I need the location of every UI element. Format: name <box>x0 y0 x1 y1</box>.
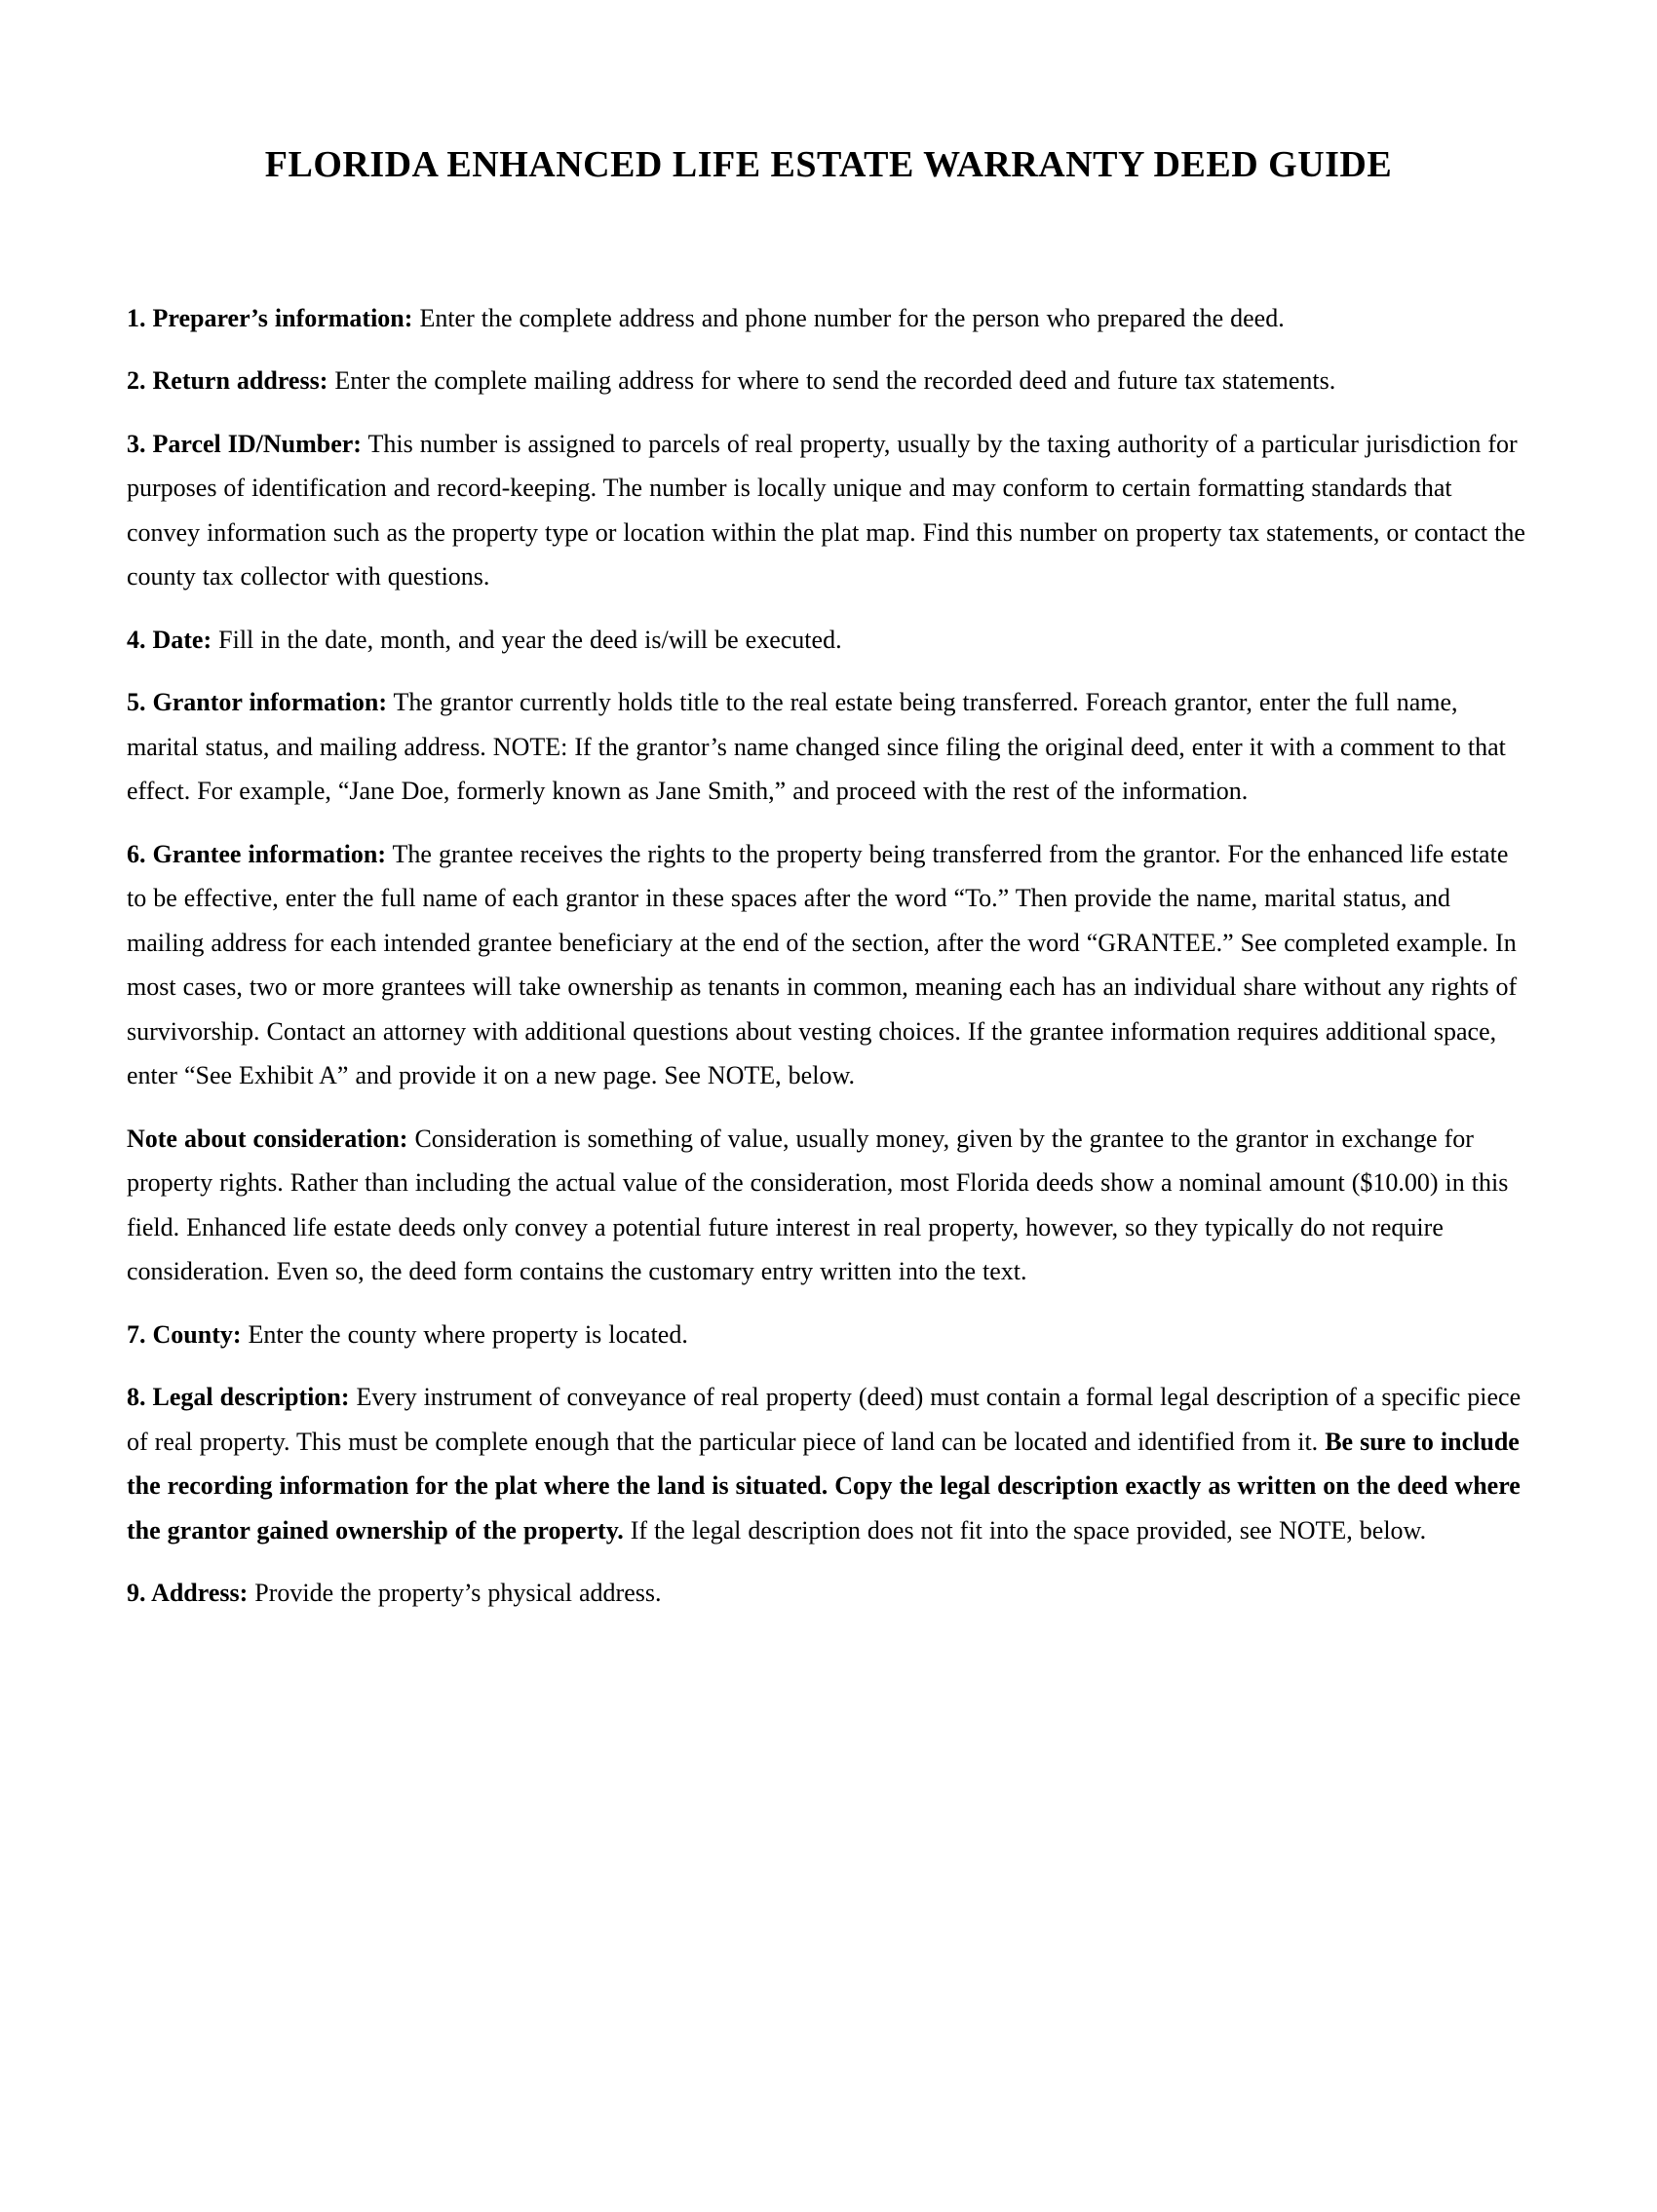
paragraph-text: The grantee receives the rights to the property being transferred from the grantor. For the enhanced life estate to be effective, enter the full name of each grantor in these spaces after the word “To.” Then provide the name, marital status, and mailing address for each intended grantee beneficiary at the end of the section, after the word “GRANTEE.” See completed example. In most cases, two or more grantees will take ownership as tenants in common, meaning each has an individual share without any rights of survivorship. Contact an attorney with additional questions about vesting choices. If the grantee information requires additional space, enter “See Exhibit A” and provide it on a new page. See NOTE, below. <box>127 839 1518 1090</box>
paragraph-label: 8. Legal description: <box>127 1383 350 1412</box>
item-1-preparers-information <box>127 296 1530 341</box>
paragraph-text: Every instrument of conveyance of real property (deed) must contain a formal legal description of a specific piece of real property. This must be complete enough that the particular piece of land can be located and identified from it. <box>127 1383 1522 1456</box>
paragraph-label: 5. Grantor information: <box>127 688 387 717</box>
paragraph-label: 3. Parcel ID/Number: <box>127 429 362 458</box>
paragraph-text: Enter the county where property is located. <box>241 1319 688 1349</box>
paragraph-text: If the legal description does not fit into the space provided, see NOTE, below. <box>623 1515 1427 1545</box>
paragraph-list <box>127 296 1530 1616</box>
paragraph-label: Note about consideration: <box>127 1124 408 1153</box>
note-about-consideration <box>127 1117 1530 1294</box>
paragraph-text: Enter the complete mailing address for where to send the recorded deed and future tax statements. <box>328 366 1336 396</box>
paragraph-label: 2. Return address: <box>127 366 328 396</box>
item-5-grantor-information <box>127 680 1530 814</box>
paragraph-text: Consideration is something of value, usually money, given by the grantee to the grantor in exchange for property rights. Rather than including the actual value of the consideration, most Florida deeds show a nominal amount ($10.00) in this field. Enhanced life estate deeds only convey a potential future interest in real property, however, so they typically do not require consideration. Even so, the deed form contains the customary entry written into the text. <box>127 1124 1509 1286</box>
item-6-grantee-information <box>127 832 1530 1098</box>
paragraph-label: 9. Address: <box>127 1579 249 1608</box>
paragraph-text: The grantor currently holds title to the real estate being transferred. Foreach grantor, enter the full name, marital status, and mailing address. NOTE: If the grantor’s name changed since filing the original deed, enter it with a comment to that effect. For example, “Jane Doe, formerly known as Jane Smith,” and proceed with the rest of the information. <box>127 688 1506 806</box>
paragraph-label: 4. Date: <box>127 625 212 654</box>
document-title: FLORIDA ENHANCED LIFE ESTATE WARRANTY DEED GUIDE <box>264 144 1393 185</box>
paragraph-label: 1. Preparer’s information: <box>127 303 413 332</box>
item-4-date <box>127 618 1530 663</box>
item-7-county <box>127 1313 1530 1357</box>
paragraph-text: Fill in the date, month, and year the deed is/will be executed. <box>212 625 842 654</box>
item-3-parcel-id-number <box>127 422 1530 599</box>
paragraph-label: 7. County: <box>127 1319 242 1349</box>
paragraph-text: This number is assigned to parcels of real property, usually by the taxing authority of a particular jurisdiction for purposes of identification and record-keeping. The number is locally unique and may conform to certain formatting standards that convey information such as the property type or location within the plat map. Find this number on property tax statements, or contact the county tax collector with questions. <box>127 429 1525 591</box>
item-9-address <box>127 1571 1530 1616</box>
item-8-legal-description <box>127 1375 1530 1552</box>
item-2-return-address <box>127 359 1530 403</box>
paragraph-label: 6. Grantee information: <box>127 839 387 868</box>
paragraph-text: Enter the complete address and phone number for the person who prepared the deed. <box>412 303 1285 332</box>
paragraph-text: Provide the property’s physical address. <box>248 1579 662 1608</box>
paragraph-label: Be sure to include the recording information for the plat where the land is situated. Copy the legal description exactly as written on the deed where the grantor gained ownership of the property. <box>127 1427 1521 1545</box>
